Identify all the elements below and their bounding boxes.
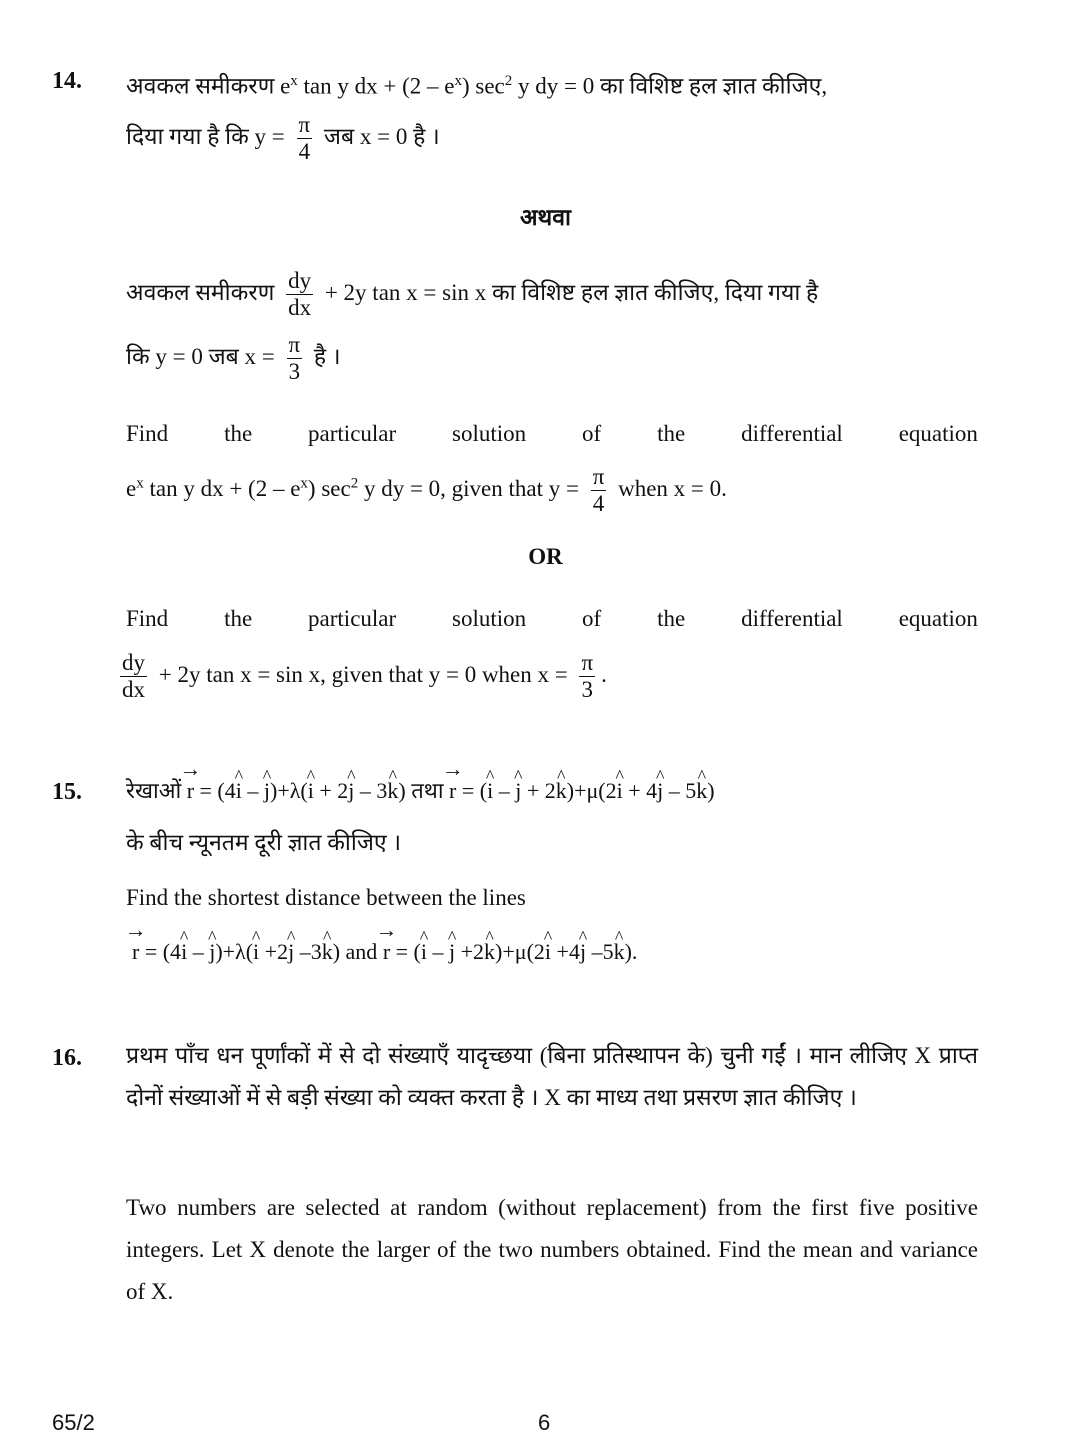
text: tan y dx + (2 – e <box>297 73 455 99</box>
word: of <box>582 606 602 631</box>
fraction-dy-dx <box>120 650 147 704</box>
or-heading-english: OR <box>528 544 563 569</box>
word: differential <box>741 606 843 631</box>
text: है । <box>308 344 341 370</box>
letter: j <box>209 939 216 964</box>
letter: i <box>544 939 552 964</box>
text: when x = 0. <box>612 476 727 502</box>
letter: j <box>657 778 664 803</box>
word: solution <box>452 421 527 446</box>
numerator: π <box>297 112 313 139</box>
letter: k <box>484 939 496 964</box>
text: अवकल समीकरण e <box>126 73 291 99</box>
superscript: 2 <box>504 73 513 89</box>
letter: i <box>307 778 314 803</box>
word: equation <box>898 606 978 631</box>
unit-vector <box>487 776 493 806</box>
superscript: x <box>454 73 462 89</box>
text: तथा <box>405 778 450 803</box>
unit-vector <box>556 776 567 806</box>
q14-hindi-or-line-2 <box>126 332 341 386</box>
text: + 2y tan x = sin x, given that y = 0 when x = <box>153 662 574 688</box>
unit-vector <box>253 937 259 967</box>
word: Find <box>126 421 169 446</box>
question-16-number: 16. <box>52 1045 82 1071</box>
letter: k <box>321 939 333 964</box>
word: solution <box>452 606 527 631</box>
numerator: π <box>579 650 595 677</box>
letter: r <box>186 778 195 803</box>
letter: k <box>613 939 625 964</box>
text: अवकल समीकरण <box>126 280 281 306</box>
text: ) sec <box>461 73 505 99</box>
word: particular <box>308 606 397 631</box>
letter: j <box>263 778 270 803</box>
denominator: 4 <box>592 491 605 517</box>
vector-r <box>449 776 456 806</box>
unit-vector <box>288 937 294 967</box>
paper-code: 65/2 <box>52 1410 95 1435</box>
superscript: x <box>290 73 298 89</box>
superscript: x <box>300 475 308 492</box>
text: y dy = 0 का विशिष्ट हल ज्ञात कीजिए, <box>512 73 828 99</box>
letter: i <box>487 778 494 803</box>
text: कि y = 0 जब x = <box>126 344 281 370</box>
unit-vector <box>545 937 551 967</box>
q14-english-or-line-1 <box>126 606 978 632</box>
q15-english-line-2: → r = (4^ i – ^ j)+λ(^ i +2^ j –3^ k) and → r = (^ i – ^ j +2^ k)+μ(2^ i +4^ j –5^ k). <box>132 937 637 967</box>
text: ) sec <box>307 476 351 502</box>
letter: i <box>181 939 188 964</box>
letter: k <box>387 778 399 803</box>
numerator: π <box>287 332 303 359</box>
unit-vector <box>657 776 663 806</box>
question-14-number: 14. <box>52 68 82 94</box>
unit-vector <box>209 937 215 967</box>
unit-vector <box>515 776 521 806</box>
word: differential <box>741 421 843 446</box>
q15-hindi-line-2: के बीच न्यूनतम दूरी ज्ञात कीजिए । <box>126 830 402 855</box>
fraction-pi-over-4 <box>297 112 313 166</box>
unit-vector <box>181 937 187 967</box>
letter: i <box>420 939 427 964</box>
fraction-pi-over-3 <box>287 332 303 386</box>
unit-vector <box>484 937 495 967</box>
question-15-number: 15. <box>52 779 82 805</box>
numerator: dy <box>286 268 313 295</box>
word: of <box>582 421 602 446</box>
letter: j <box>515 778 522 803</box>
q16-english-text: Two numbers are selected at random (without replacement) from the first five positive integers. Let X denote the larger of the two numbers obtained. Find the mean and variance of X. <box>126 1195 978 1304</box>
denominator: dx <box>122 677 145 703</box>
letter: j <box>449 939 456 964</box>
letter: i <box>235 778 242 803</box>
q14-english-line-2 <box>126 464 727 518</box>
word: the <box>224 606 253 631</box>
unit-vector <box>264 776 270 806</box>
letter: k <box>696 778 708 803</box>
letter: i <box>253 939 260 964</box>
denominator: dx <box>288 295 312 321</box>
text: + 2y tan x = sin x का विशिष्ट हल ज्ञात कीजिए, दिया गया है <box>319 280 819 306</box>
text: रेखाओं <box>126 778 187 803</box>
letter: r <box>132 939 140 964</box>
text: e <box>126 476 137 502</box>
q14-english-or-line-2 <box>120 650 607 704</box>
unit-vector <box>614 937 625 967</box>
numerator: π <box>591 464 607 491</box>
unit-vector <box>696 776 707 806</box>
unit-vector <box>617 776 623 806</box>
word: equation <box>898 421 978 446</box>
numerator: dy <box>120 650 147 677</box>
text: दिया गया है कि y = <box>126 124 291 150</box>
unit-vector <box>322 937 333 967</box>
page-number: 6 <box>538 1410 551 1435</box>
fraction-dy-dx <box>286 268 313 322</box>
q14-hindi-line-1 <box>126 66 827 102</box>
letter: i <box>616 778 623 803</box>
word: the <box>224 421 253 446</box>
unit-vector <box>308 776 314 806</box>
q14-hindi-or-line-1 <box>126 268 818 322</box>
letter: j <box>579 939 587 964</box>
unit-vector <box>580 937 586 967</box>
word: the <box>657 606 686 631</box>
q14-hindi-line-2 <box>126 112 440 166</box>
unit-vector <box>236 776 242 806</box>
q14-english-line-1 <box>126 421 978 447</box>
letter: j <box>348 778 355 803</box>
word: particular <box>308 421 397 446</box>
text: . <box>601 662 607 688</box>
denominator: 3 <box>581 677 594 703</box>
text: tan y dx + (2 – e <box>143 476 301 502</box>
vector-r <box>187 776 194 806</box>
or-heading-hindi: अथवा <box>519 205 571 230</box>
unit-vector <box>421 937 427 967</box>
fraction-pi-over-3 <box>579 650 595 704</box>
unit-vector <box>348 776 354 806</box>
q16-hindi-text: प्रथम पाँच धन पूर्णांकों में से दो संख्याएँ यादृच्छया (बिना प्रतिस्थापन के) चुनी गईं । मान लीजिए X प्राप्त दोनों संख्याओं में से बड़ी संख्या को व्यक्त करता है । X का माध्य तथा प्रसरण ज्ञात कीजिए । <box>126 1043 978 1110</box>
text: y dy = 0, given that y = <box>358 476 585 502</box>
superscript: 2 <box>350 475 359 492</box>
vector-r <box>383 937 390 967</box>
letter: j <box>288 939 295 964</box>
letter: r <box>382 939 391 964</box>
q15-hindi-line-1: रेखाओं → r = (4^ i – ^ j)+λ(^ i + 2^ j – 3^ k) तथा → r = (^ i – ^ j + 2^ k)+μ(2^ i + 4^ j – 5^ k) <box>126 776 715 806</box>
vector-r <box>132 937 139 967</box>
letter: k <box>555 778 567 803</box>
text: जब x = 0 है । <box>318 124 440 150</box>
word: the <box>657 421 686 446</box>
denominator: 3 <box>288 359 301 385</box>
word: Find <box>126 606 169 631</box>
unit-vector <box>387 776 398 806</box>
unit-vector <box>449 937 455 967</box>
fraction-pi-over-4 <box>591 464 607 518</box>
text: and <box>340 939 383 964</box>
q15-english-line-1: Find the shortest distance between the lines <box>126 885 526 910</box>
superscript: x <box>136 475 144 492</box>
denominator: 4 <box>298 139 311 165</box>
letter: r <box>449 778 457 803</box>
